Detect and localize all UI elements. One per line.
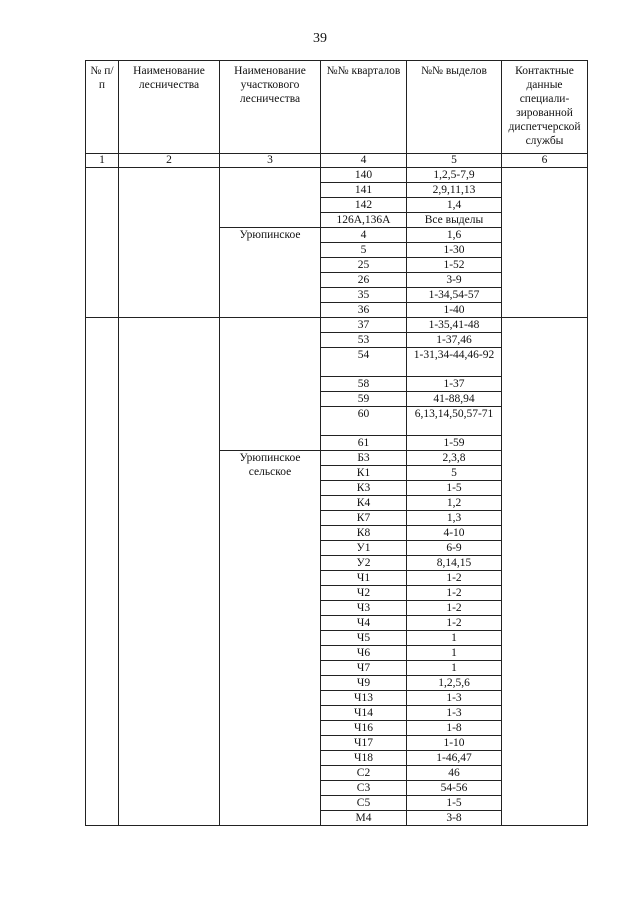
district-forestry-cell (220, 168, 321, 228)
parcels-cell: 1,2,5,6 (407, 676, 502, 691)
quarter-cell: 126А,136А (321, 213, 407, 228)
quarter-cell: Ч2 (321, 586, 407, 601)
quarter-cell: 59 (321, 392, 407, 407)
parcels-cell: 41-88,94 (407, 392, 502, 407)
quarter-cell: С5 (321, 796, 407, 811)
parcels-cell: 8,14,15 (407, 556, 502, 571)
header-forestry-name: Наименование лесничества (119, 61, 220, 154)
quarter-cell: С2 (321, 766, 407, 781)
parcels-cell: 1-3 (407, 691, 502, 706)
quarter-cell: К8 (321, 526, 407, 541)
parcels-cell: 1-5 (407, 796, 502, 811)
column-number-6: 6 (502, 154, 588, 168)
header-quarters: №№ кварталов (321, 61, 407, 154)
quarter-cell: 142 (321, 198, 407, 213)
column-number-2: 2 (119, 154, 220, 168)
parcels-cell: 1-59 (407, 436, 502, 451)
quarter-cell: К1 (321, 466, 407, 481)
forest-quarters-table (85, 60, 588, 826)
quarter-cell: 25 (321, 258, 407, 273)
parcels-cell: 1,3 (407, 511, 502, 526)
parcels-cell: 1-35,41-48 (407, 318, 502, 333)
quarter-cell: 54 (321, 348, 407, 377)
quarter-cell: 35 (321, 288, 407, 303)
page-number: 39 (313, 31, 327, 46)
quarter-cell: Ч13 (321, 691, 407, 706)
parcels-cell: 6,13,14,50,57-71 (407, 407, 502, 436)
parcels-cell: 1-40 (407, 303, 502, 318)
parcels-cell: 1-3 (407, 706, 502, 721)
quarter-cell: К3 (321, 481, 407, 496)
quarter-cell: У1 (321, 541, 407, 556)
quarter-cell: К7 (321, 511, 407, 526)
quarter-cell: М4 (321, 811, 407, 826)
district-forestry-cell (220, 318, 321, 451)
parcels-cell: 1-2 (407, 586, 502, 601)
quarter-cell: У2 (321, 556, 407, 571)
quarter-cell: Ч4 (321, 616, 407, 631)
dispatch-contacts-cell (502, 168, 588, 318)
table-row (86, 318, 588, 333)
parcels-cell: Все выделы (407, 213, 502, 228)
quarter-cell: К4 (321, 496, 407, 511)
column-number-4: 4 (321, 154, 407, 168)
parcels-cell: 6-9 (407, 541, 502, 556)
parcels-cell: 1,4 (407, 198, 502, 213)
quarter-cell: Ч14 (321, 706, 407, 721)
header-parcels: №№ выделов (407, 61, 502, 154)
quarter-cell: 37 (321, 318, 407, 333)
district-forestry-cell: Урюпинское (220, 228, 321, 318)
quarter-cell: 4 (321, 228, 407, 243)
quarter-cell: Ч16 (321, 721, 407, 736)
quarter-cell: Ч5 (321, 631, 407, 646)
parcels-cell: 5 (407, 466, 502, 481)
parcels-cell: 1-10 (407, 736, 502, 751)
parcels-cell: 1,2 (407, 496, 502, 511)
quarter-cell: С3 (321, 781, 407, 796)
quarter-cell: 36 (321, 303, 407, 318)
parcels-cell: 1,2,5-7,9 (407, 168, 502, 183)
parcels-cell: 54-56 (407, 781, 502, 796)
parcels-cell: 3-9 (407, 273, 502, 288)
header-number: № п/п (86, 61, 119, 154)
parcels-cell: 2,3,8 (407, 451, 502, 466)
quarter-cell: Ч17 (321, 736, 407, 751)
group-number-cell (86, 318, 119, 826)
parcels-cell: 1 (407, 661, 502, 676)
parcels-cell: 1 (407, 631, 502, 646)
parcels-cell: 2,9,11,13 (407, 183, 502, 198)
forestry-name-cell (119, 168, 220, 318)
quarter-cell: Ч6 (321, 646, 407, 661)
parcels-cell: 3-8 (407, 811, 502, 826)
quarter-cell: 141 (321, 183, 407, 198)
quarter-cell: 140 (321, 168, 407, 183)
quarter-cell: 5 (321, 243, 407, 258)
column-number-3: 3 (220, 154, 321, 168)
forestry-name-cell (119, 318, 220, 826)
quarter-cell: 58 (321, 377, 407, 392)
parcels-cell: 1,6 (407, 228, 502, 243)
table-row (86, 168, 588, 183)
quarter-cell: Ч18 (321, 751, 407, 766)
dispatch-contacts-cell (502, 318, 588, 826)
parcels-cell: 1-52 (407, 258, 502, 273)
header-district-forestry-name: Наименование участкового лесничества (220, 61, 321, 154)
parcels-cell: 1-5 (407, 481, 502, 496)
quarter-cell: Б3 (321, 451, 407, 466)
quarter-cell: Ч3 (321, 601, 407, 616)
parcels-cell: 1-46,47 (407, 751, 502, 766)
parcels-cell: 4-10 (407, 526, 502, 541)
quarter-cell: Ч7 (321, 661, 407, 676)
quarter-cell: 61 (321, 436, 407, 451)
parcels-cell: 1-37,46 (407, 333, 502, 348)
quarter-cell: 60 (321, 407, 407, 436)
quarter-cell: 53 (321, 333, 407, 348)
parcels-cell: 1-37 (407, 377, 502, 392)
column-number-5: 5 (407, 154, 502, 168)
parcels-cell: 1-2 (407, 601, 502, 616)
parcels-cell: 1-34,54-57 (407, 288, 502, 303)
quarter-cell: Ч1 (321, 571, 407, 586)
parcels-cell: 1-31,34-44,46-92 (407, 348, 502, 377)
quarter-cell: Ч9 (321, 676, 407, 691)
parcels-cell: 1-8 (407, 721, 502, 736)
header-dispatch-contacts: Контактные данные специали-зированной диспетчерской службы (502, 61, 588, 154)
district-forestry-cell: Урюпинское сельское (220, 451, 321, 826)
parcels-cell: 1-30 (407, 243, 502, 258)
parcels-cell: 1 (407, 646, 502, 661)
quarter-cell: 26 (321, 273, 407, 288)
table-section-2 (86, 318, 588, 826)
table-section-1 (86, 168, 588, 318)
group-number-cell (86, 168, 119, 318)
parcels-cell: 1-2 (407, 616, 502, 631)
column-number-1: 1 (86, 154, 119, 168)
parcels-cell: 46 (407, 766, 502, 781)
parcels-cell: 1-2 (407, 571, 502, 586)
